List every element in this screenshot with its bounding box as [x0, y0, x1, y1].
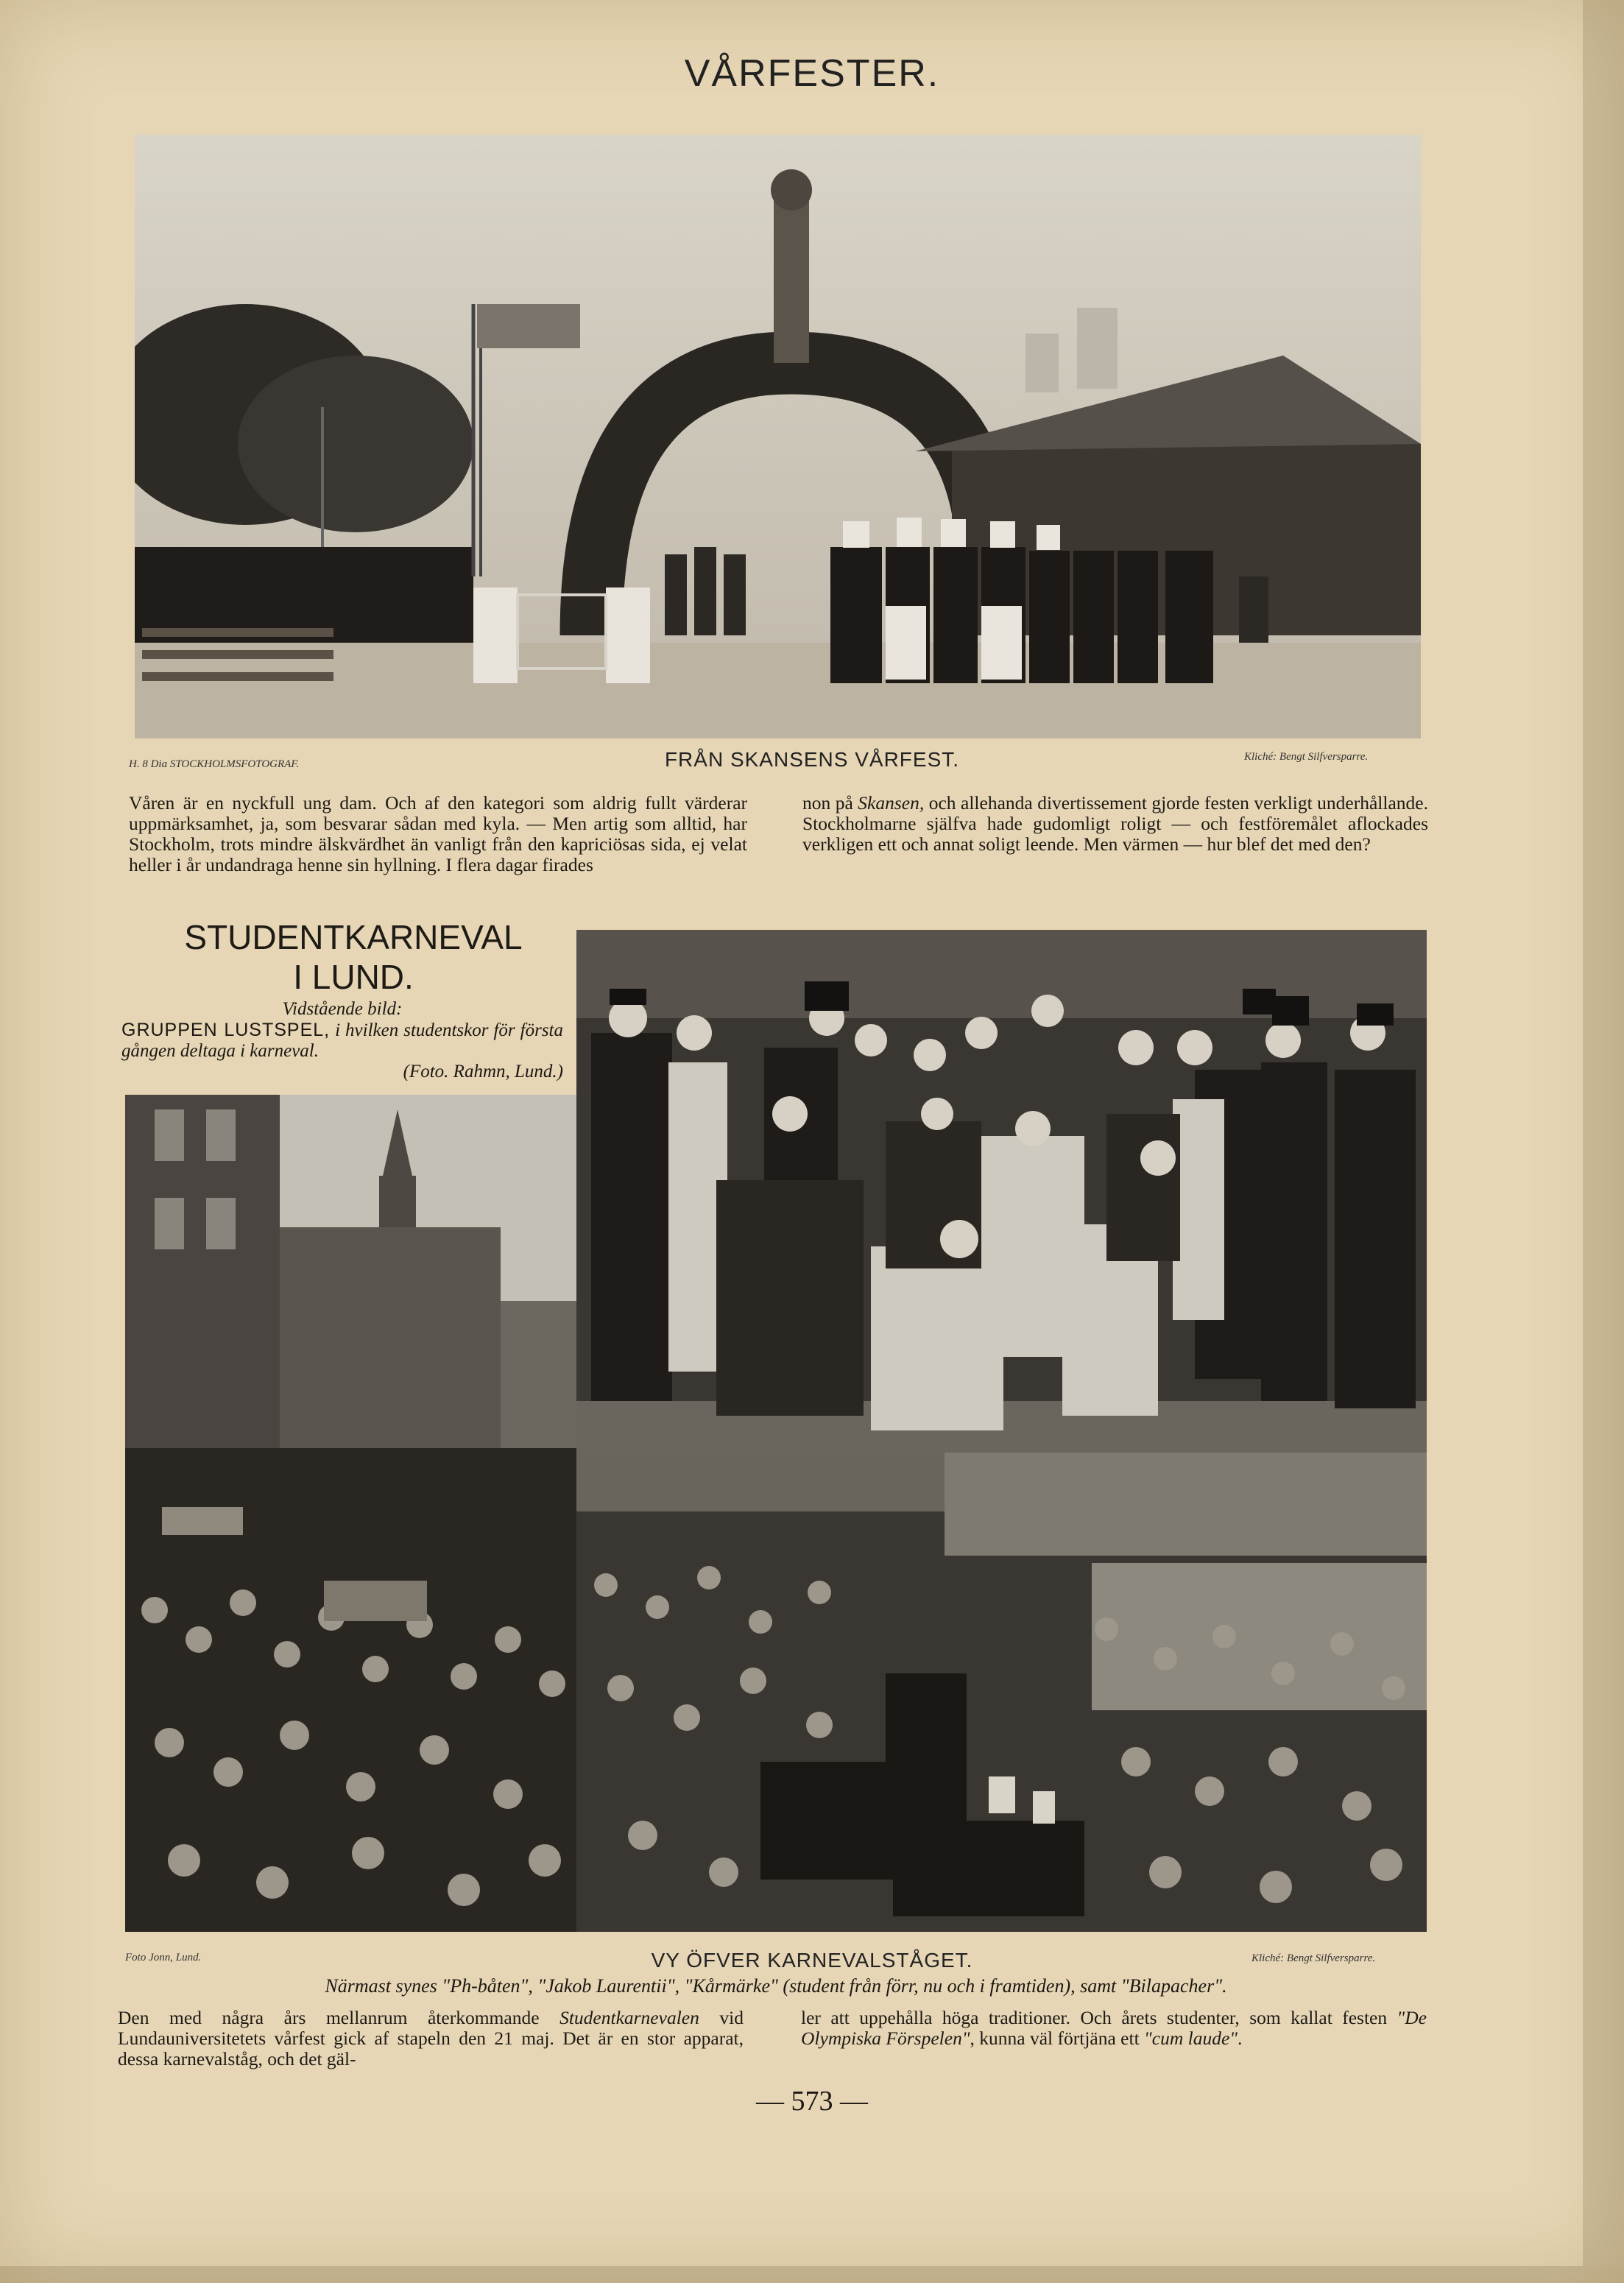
article2-col2-em: "De Olympiska Förspelen": [801, 2007, 1427, 2049]
subtitle-description: [121, 1020, 563, 1062]
page-edge-bottom: [0, 2266, 1624, 2283]
article2-column2: [801, 2008, 1427, 2049]
subtitle-intro: Vidstående bild:: [282, 999, 403, 1019]
article1-col2-post: och allehanda divertissement gjorde festen verkligt underhållande. Stockholmarne själfva hade gudomligt roligt — och festföremålet aflockades verkligen ett och annat soligt leende. Men värmen — hur blef det med den?: [802, 792, 1428, 855]
section-heading-line1: STUDENTKARNEVAL: [184, 918, 523, 956]
page-number: — 573 —: [756, 2086, 868, 2117]
article2-column1: [118, 2008, 744, 2069]
skansen-photo: [135, 135, 1421, 738]
article2-col1-pre: Den med några års mellanrum återkommande: [118, 2007, 560, 2028]
student-group-photo: [576, 930, 1427, 1453]
article2-col2-pre: ler att uppehålla höga traditioner. Och årets studenter, som kallat festen: [801, 2007, 1397, 2028]
subtitle-group: GRUPPEN LUSTSPEL,: [121, 1020, 331, 1040]
article1-column2: [802, 793, 1428, 855]
photo1-credit-right: Kliché: Bengt Silfversparre.: [1244, 751, 1369, 763]
subtitle-photo-credit: (Foto. Rahmn, Lund.): [403, 1062, 563, 1081]
photo3-caption: VY ÖFVER KARNEVALSTÅGET.: [651, 1949, 973, 1972]
section-heading: [129, 917, 578, 997]
article1-col2-pre: non på: [802, 792, 858, 814]
page-title: VÅRFESTER.: [684, 52, 940, 95]
article2-col1-post: vid Lundauniversitetets vårfest gick af stapeln den 21 maj. Det är en stor apparat, dessa karnevalståg, och det gäl-: [118, 2007, 744, 2069]
photo3-credit-right: Kliché: Bengt Silfversparre.: [1251, 1952, 1376, 1964]
photo3-credit-left: Foto Jonn, Lund.: [125, 1952, 202, 1963]
page-edge-right: [1583, 0, 1624, 2283]
article2-col2-post: , kunna väl förtjäna ett: [970, 2028, 1145, 2049]
carnival-procession-photo: [125, 1095, 576, 1932]
article2-col2-em2: "cum laude": [1144, 2028, 1238, 2049]
article1-col2-place: Skansen,: [858, 792, 925, 814]
photo1-caption: FRÅN SKANSENS VÅRFEST.: [664, 748, 960, 771]
section-heading-line2: I LUND.: [293, 958, 414, 996]
section-subtitle: [121, 999, 563, 1082]
carnival-procession-photo-right: [576, 1453, 1427, 1932]
article2-col2-end: .: [1237, 2028, 1243, 2049]
article1-column1: Våren är en nyckfull ung dam. Och af den kategori som aldrig fullt värderar uppmärksamhet, ja, som besvarar sådan med kyla. — Men artig som alltid, har Stockholm, trots mindre älskvärdhet än vanligt från den kapriciösas sida, ej velat heller i år undandraga henne sin hyllning. I flera dagar firades: [129, 792, 747, 875]
photo1-credit-left: H. 8 Dia STOCKHOLMSFOTOGRAF.: [129, 758, 300, 770]
photo3-subcaption: Närmast synes "Ph-båten", "Jakob Laurentii", "Kårmärke" (student från förr, nu och i framtiden), samt "Bilapacher".: [325, 1975, 1227, 1997]
article2-col1-em: Studentkarnevalen: [559, 2007, 699, 2028]
subtitle-rest: i hvilken studentskor för första gången deltaga i karneval.: [121, 1020, 564, 1061]
